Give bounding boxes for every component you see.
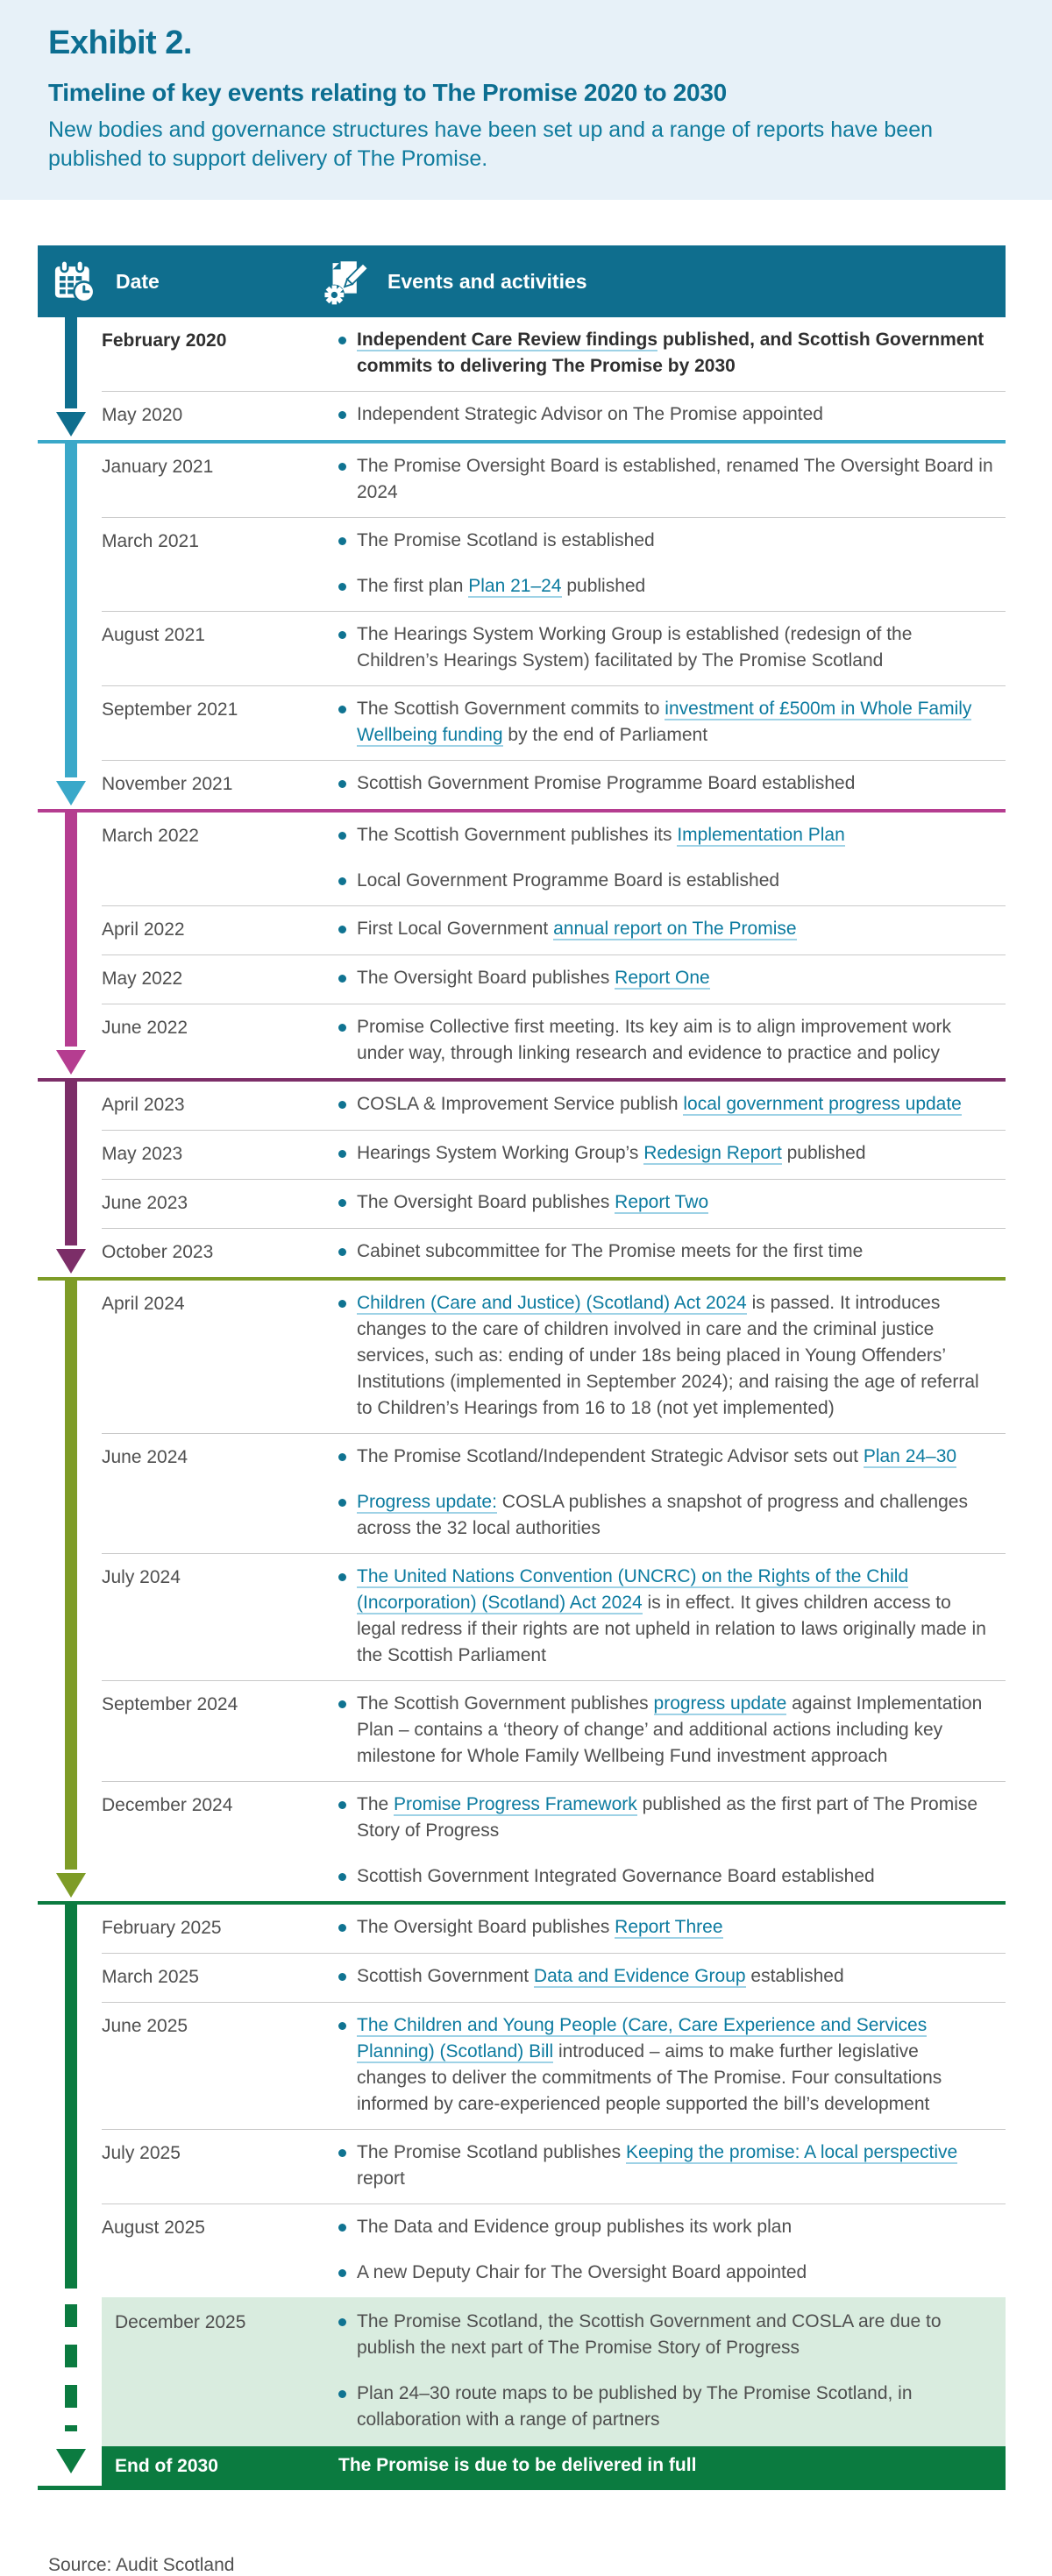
event-text-segment: Local Government Programme Board is established <box>357 870 780 891</box>
event-item <box>338 621 993 674</box>
event-link[interactable]: Redesign Report <box>643 1143 782 1163</box>
event-link[interactable]: annual report on The Promise <box>553 919 797 939</box>
table-body <box>38 317 1006 2486</box>
event-item <box>338 1489 993 1542</box>
event-item <box>338 696 993 749</box>
timeline-rail <box>65 1905 77 2297</box>
event-link[interactable]: The United Nations Convention (UNCRC) on the Rights of the Child (Incorporation) (Scotland) Act 2024 <box>357 1566 909 1613</box>
event-text-segment: The Oversight Board publishes <box>357 1917 615 1937</box>
event-item <box>338 1140 993 1167</box>
event-text <box>357 2381 993 2433</box>
event-item <box>338 1091 993 1118</box>
date-column-header: Date <box>116 269 160 293</box>
event-link[interactable]: Promise Progress Framework <box>394 1794 637 1814</box>
event-text <box>357 453 993 506</box>
bullet-icon <box>338 1700 346 1708</box>
date-cell: February 2020 <box>102 330 227 351</box>
date-cell: September 2021 <box>102 699 238 720</box>
event-item <box>338 327 993 380</box>
date-cell: December 2025 <box>115 2312 246 2332</box>
event-text <box>357 621 993 674</box>
timeline-arrowhead-icon <box>56 781 86 805</box>
exhibit-title: Timeline of key events relating to The Promise 2020 to 2030 <box>48 79 727 106</box>
events-cell <box>338 1290 1006 1422</box>
events-cell <box>338 696 1006 749</box>
bullet-icon <box>338 706 346 713</box>
event-text-segment: published <box>781 1143 866 1163</box>
event-text <box>357 1290 993 1422</box>
events-cell <box>338 1792 1006 1890</box>
table-row <box>102 813 1006 905</box>
bullet-icon <box>338 2224 346 2232</box>
event-text-segment: First Local Government <box>357 919 554 939</box>
bullet-icon <box>338 631 346 639</box>
event-text-segment: The Scottish Government publishes <box>357 1693 654 1714</box>
event-text <box>357 1140 866 1167</box>
event-text-segment: The Promise Scotland/Independent Strategic Advisor sets out <box>357 1446 864 1466</box>
event-text-segment: The first plan <box>357 576 469 596</box>
date-cell: May 2020 <box>102 405 183 425</box>
date-cell: June 2025 <box>102 2016 188 2036</box>
event-item <box>338 916 993 942</box>
event-text <box>357 2309 993 2361</box>
bullet-icon <box>338 1973 346 1981</box>
date-cell: September 2024 <box>102 1694 238 1714</box>
event-item <box>338 2214 993 2240</box>
date-cell: April 2022 <box>102 919 185 940</box>
timeline-group-1 <box>38 317 1006 440</box>
events-cell <box>338 1564 1006 1669</box>
event-text <box>357 327 993 380</box>
events-cell <box>338 822 1006 894</box>
event-text <box>357 1189 708 1216</box>
table-row <box>102 1281 1006 1433</box>
event-text-segment: Scottish Government <box>357 1966 534 1986</box>
table-row <box>102 1553 1006 1680</box>
date-cell: August 2021 <box>102 625 205 645</box>
events-cell <box>338 770 1006 798</box>
event-text <box>357 528 655 554</box>
table-row <box>102 1004 1006 1078</box>
table-row <box>102 1433 1006 1553</box>
table-row <box>102 2002 1006 2129</box>
event-link[interactable]: Data and Evidence Group <box>533 1966 746 1986</box>
timeline-bar <box>65 1082 77 1245</box>
events-cell <box>338 2309 1006 2433</box>
bullet-icon <box>338 2149 346 2157</box>
events-cell <box>338 2012 1006 2118</box>
bullet-icon <box>338 2022 346 2030</box>
event-text-segment: The Data and Evidence group publishes its work plan <box>357 2217 793 2237</box>
event-item <box>338 2012 993 2118</box>
event-text-segment: published, and Scottish Government commits to delivering The Promise by 2030 <box>357 330 984 376</box>
event-item <box>338 2140 993 2192</box>
bullet-icon <box>338 2390 346 2398</box>
event-item <box>338 1014 993 1067</box>
event-item <box>338 1792 993 1844</box>
table-row <box>102 1953 1006 2002</box>
event-text-segment: Hearings System Working Group’s <box>357 1143 644 1163</box>
event-text <box>357 868 779 894</box>
event-text <box>357 822 845 848</box>
table-row <box>102 391 1006 440</box>
source-note: Source: Audit Scotland <box>48 2555 235 2575</box>
bullet-icon <box>338 2269 346 2277</box>
date-cell: February 2025 <box>102 1918 222 1938</box>
timeline-group-4 <box>38 1078 1006 1277</box>
events-cell <box>338 1444 1006 1542</box>
table-row <box>102 517 1006 611</box>
event-link[interactable]: Implementation Plan <box>677 825 845 845</box>
date-cell: April 2024 <box>102 1294 185 1314</box>
timeline-bar <box>65 2304 77 2431</box>
bullet-icon <box>338 1499 346 1507</box>
date-cell: July 2025 <box>102 2143 181 2163</box>
table-row <box>102 1082 1006 1130</box>
events-gear-pencil-icon <box>320 255 373 308</box>
bullet-icon <box>338 1248 346 1256</box>
bullet-icon <box>338 1801 346 1809</box>
timeline-rail <box>65 1082 77 1277</box>
timeline-group-7 <box>38 2297 1006 2486</box>
event-text-segment: Scottish Government Integrated Governance Board established <box>357 1866 875 1886</box>
event-item <box>338 770 993 797</box>
bullet-icon <box>338 975 346 983</box>
date-cell: May 2022 <box>102 969 183 989</box>
table-row <box>102 444 1006 517</box>
date-cell: December 2024 <box>102 1795 233 1815</box>
events-cell <box>338 528 1006 600</box>
bullet-icon <box>338 1873 346 1881</box>
events-cell <box>338 401 1006 429</box>
bullet-icon <box>338 877 346 885</box>
table-row <box>102 1179 1006 1228</box>
table-row <box>102 1905 1006 1953</box>
timeline-rail <box>65 2297 77 2486</box>
table-row <box>102 611 1006 685</box>
date-cell: March 2025 <box>102 1967 199 1987</box>
event-text-segment: Scottish Government Promise Programme Board established <box>357 773 856 793</box>
timeline-group-6 <box>38 1901 1006 2297</box>
event-text <box>357 1792 993 1844</box>
event-text-segment: COSLA publishes a snapshot of progress and challenges across the 32 local authorities <box>357 1492 968 1538</box>
bullet-icon <box>338 583 346 591</box>
event-item <box>338 1863 993 1890</box>
event-text <box>357 573 645 600</box>
event-text-segment: A new Deputy Chair for The Oversight Board appointed <box>357 2262 807 2282</box>
table-row <box>102 685 1006 760</box>
bullet-icon <box>338 537 346 545</box>
timeline-bar <box>65 444 77 777</box>
date-cell: End of 2030 <box>115 2456 218 2476</box>
event-text <box>357 1014 993 1067</box>
date-cell: October 2023 <box>102 1242 214 1262</box>
timeline-arrowhead-icon <box>56 1249 86 1274</box>
timeline-group-2 <box>38 440 1006 809</box>
table-row <box>102 905 1006 954</box>
date-cell: June 2022 <box>102 1018 188 1038</box>
event-text-segment: The Promise Oversight Board is established, renamed The Oversight Board in 2024 <box>357 456 993 502</box>
table-row <box>102 760 1006 809</box>
event-text-segment: is passed. It introduces changes to the care of children involved in care and the criminal justice services, such as: ending of under 18s being placed in Young Offenders’ Institutions (implemented in September 2024); and raising the age of referral to Children’s Hearings from 16 to 18 (not yet implemented) <box>357 1293 979 1418</box>
events-cell <box>338 2214 1006 2286</box>
events-cell <box>338 621 1006 674</box>
event-item <box>338 1189 993 1216</box>
events-cell <box>338 1140 1006 1167</box>
timeline-rail <box>65 317 77 440</box>
date-cell: April 2023 <box>102 1095 185 1115</box>
event-item <box>338 2260 993 2286</box>
table-row <box>102 1680 1006 1781</box>
event-text <box>357 401 823 428</box>
event-text <box>357 696 993 749</box>
bullet-icon <box>338 1024 346 1032</box>
event-text <box>357 1963 844 1990</box>
timeline-group-5 <box>38 1277 1006 1901</box>
event-text-segment: The Promise is due to be delivered in full <box>338 2455 697 2475</box>
events-cell <box>338 1189 1006 1217</box>
event-item <box>338 1914 993 1941</box>
events-cell <box>338 1091 1006 1118</box>
date-cell: July 2024 <box>102 1567 181 1587</box>
timeline-bar <box>65 813 77 1047</box>
events-header-cell <box>320 245 587 317</box>
event-link[interactable]: Report One <box>615 968 710 988</box>
event-item <box>338 453 993 506</box>
timeline-bar <box>65 1905 77 2289</box>
event-item <box>338 1564 993 1669</box>
table-row <box>102 2297 1006 2446</box>
bullet-icon <box>338 463 346 471</box>
table-row <box>102 2129 1006 2203</box>
table-row <box>102 317 1006 391</box>
event-text-segment: The Scottish Government publishes its <box>357 825 678 845</box>
event-text-segment: The Promise Scotland is established <box>357 530 655 550</box>
event-text-segment: Plan 24–30 route maps to be published by The Promise Scotland, in collaboration with a range of partners <box>357 2383 913 2430</box>
table-row <box>102 954 1006 1004</box>
event-item <box>338 573 993 600</box>
events-cell <box>338 1914 1006 1941</box>
table-row <box>102 1228 1006 1277</box>
calendar-clock-icon <box>50 258 97 305</box>
event-link[interactable]: Progress update: <box>357 1492 497 1512</box>
event-item <box>338 1963 993 1990</box>
timeline-arrowhead-icon <box>56 412 86 436</box>
event-text-segment: COSLA & Improvement Service publish <box>357 1094 684 1114</box>
timeline-rail <box>65 813 77 1078</box>
bullet-icon <box>338 1199 346 1207</box>
event-link[interactable]: local government progress update <box>683 1094 962 1114</box>
timeline-arrowhead-icon <box>56 2449 86 2473</box>
date-cell: June 2024 <box>102 1447 188 1467</box>
event-item <box>338 1691 993 1770</box>
event-text-segment: report <box>357 2168 405 2189</box>
events-cell <box>338 1963 1006 1991</box>
bullet-icon <box>338 337 346 344</box>
event-link[interactable]: Keeping the promise: A local perspective <box>626 2142 958 2162</box>
event-link[interactable]: Plan 24–30 <box>863 1446 957 1466</box>
event-text <box>357 1091 962 1118</box>
bullet-icon <box>338 780 346 788</box>
event-text <box>338 2452 696 2479</box>
event-text <box>357 2012 993 2118</box>
event-link[interactable]: progress update <box>653 1693 787 1714</box>
events-cell <box>338 2140 1006 2192</box>
event-text <box>357 1863 875 1890</box>
event-text-segment: The Oversight Board publishes <box>357 968 615 988</box>
event-item <box>338 1238 993 1265</box>
date-cell: March 2021 <box>102 531 199 551</box>
event-text <box>357 770 855 797</box>
event-text-segment: The Oversight Board publishes <box>357 1192 615 1212</box>
bullet-icon <box>338 411 346 419</box>
bullet-icon <box>338 832 346 840</box>
event-text-segment: is in effect. It gives children access to legal redress if their rights are not upheld in relation to laws originally made in the Scottish Parliament <box>357 1593 986 1665</box>
event-link[interactable]: investment of £500m in Whole Family Wellbeing funding <box>357 699 972 745</box>
event-item <box>338 1290 993 1422</box>
table-row <box>102 2446 1006 2486</box>
table-row <box>102 1130 1006 1179</box>
event-text <box>357 1489 993 1542</box>
timeline-bar <box>65 317 77 408</box>
table-row <box>102 1781 1006 1901</box>
event-text <box>357 1914 723 1941</box>
date-header-cell <box>50 258 160 305</box>
event-text-segment: The <box>357 1794 394 1814</box>
event-item <box>338 2381 993 2433</box>
bullet-icon <box>338 1150 346 1158</box>
timeline-arrowhead-icon <box>56 1873 86 1898</box>
event-item <box>338 2452 993 2479</box>
bullet-icon <box>338 2318 346 2326</box>
bullet-icon <box>338 1453 346 1461</box>
timeline-table <box>38 245 1006 2490</box>
event-text-segment: The Promise Scotland, the Scottish Government and COSLA are due to publish the next part of The Promise Story of Progress <box>357 2311 942 2358</box>
timeline-rail <box>65 444 77 809</box>
event-text-segment: The Promise Scotland publishes <box>357 2142 626 2162</box>
event-text <box>357 2260 807 2286</box>
event-item <box>338 965 993 991</box>
event-text <box>357 1238 863 1265</box>
bullet-icon <box>338 1300 346 1308</box>
timeline-arrowhead-icon <box>56 1050 86 1075</box>
bullet-icon <box>338 926 346 933</box>
events-column-header: Events and activities <box>387 269 587 293</box>
event-item <box>338 401 993 428</box>
timeline-group-3 <box>38 809 1006 1078</box>
event-text-segment: established <box>745 1966 844 1986</box>
event-item <box>338 868 993 894</box>
bullet-icon <box>338 1101 346 1109</box>
event-link[interactable]: Independent Care Review findings <box>357 330 658 350</box>
events-cell <box>338 1691 1006 1770</box>
event-link[interactable]: Report Three <box>615 1917 723 1937</box>
bullet-icon <box>338 1924 346 1932</box>
table-row <box>102 2203 1006 2297</box>
date-cell: May 2023 <box>102 1144 183 1164</box>
events-cell <box>338 327 1006 380</box>
event-item <box>338 822 993 848</box>
event-text <box>357 1691 993 1770</box>
exhibit-band <box>0 0 1052 200</box>
table-header <box>38 245 1006 317</box>
date-cell: August 2025 <box>102 2218 205 2238</box>
event-text-segment: Promise Collective first meeting. Its key aim is to align improvement work under way, through linking research and evidence to practice and policy <box>357 1017 952 1063</box>
exhibit-description: New bodies and governance structures have been set up and a range of reports have been published to support delivery of The Promise. <box>48 117 934 171</box>
event-text <box>357 2214 792 2240</box>
date-cell: March 2022 <box>102 826 199 846</box>
event-text-segment: published as the first part of The Promise Story of Progress <box>357 1794 978 1841</box>
events-cell <box>338 1238 1006 1266</box>
events-cell <box>338 965 1006 992</box>
event-text <box>357 2140 993 2192</box>
event-item <box>338 528 993 554</box>
event-link[interactable]: Children (Care and Justice) (Scotland) Act 2024 <box>357 1293 747 1313</box>
event-text-segment: by the end of Parliament <box>502 725 708 745</box>
event-text <box>357 1564 993 1669</box>
events-cell <box>338 916 1006 943</box>
timeline-rail <box>65 1281 77 1901</box>
event-link[interactable]: Report Two <box>615 1192 709 1212</box>
event-text-segment: Cabinet subcommittee for The Promise meets for the first time <box>357 1241 864 1261</box>
event-item <box>338 1444 993 1470</box>
event-text <box>357 965 710 991</box>
bullet-icon <box>338 1573 346 1581</box>
event-text-segment: against Implementation Plan – contains a ‘theory of change’ and additional actions including key milestone for Whole Family Wellbeing Fund investment approach <box>357 1693 983 1766</box>
event-text-segment: The Scottish Government commits to <box>357 699 665 719</box>
event-text <box>357 1444 956 1470</box>
date-cell: January 2021 <box>102 457 214 477</box>
event-text-segment: published <box>561 576 646 596</box>
event-link[interactable]: Plan 21–24 <box>468 576 562 596</box>
events-cell <box>338 1014 1006 1067</box>
events-cell <box>338 2452 1006 2480</box>
event-text <box>357 916 797 942</box>
event-text-segment: The Hearings System Working Group is established (redesign of the Children’s Hearings System) facilitated by The Promise Scotland <box>357 624 913 671</box>
event-text-segment: introduced – aims to make further legislative changes to deliver the commitments of The Promise. Four consultations informed by care-experienced people supported the bill’s development <box>357 2041 942 2114</box>
date-cell: June 2023 <box>102 1193 188 1213</box>
events-cell <box>338 453 1006 506</box>
timeline-bar <box>65 1281 77 1870</box>
event-item <box>338 2309 993 2361</box>
event-link[interactable]: The Children and Young People (Care, Care Experience and Services Planning) (Scotland) Bill <box>357 2015 928 2062</box>
exhibit-label: Exhibit 2. <box>48 25 192 61</box>
event-text-segment: Independent Strategic Advisor on The Promise appointed <box>357 404 823 424</box>
date-cell: November 2021 <box>102 774 233 794</box>
